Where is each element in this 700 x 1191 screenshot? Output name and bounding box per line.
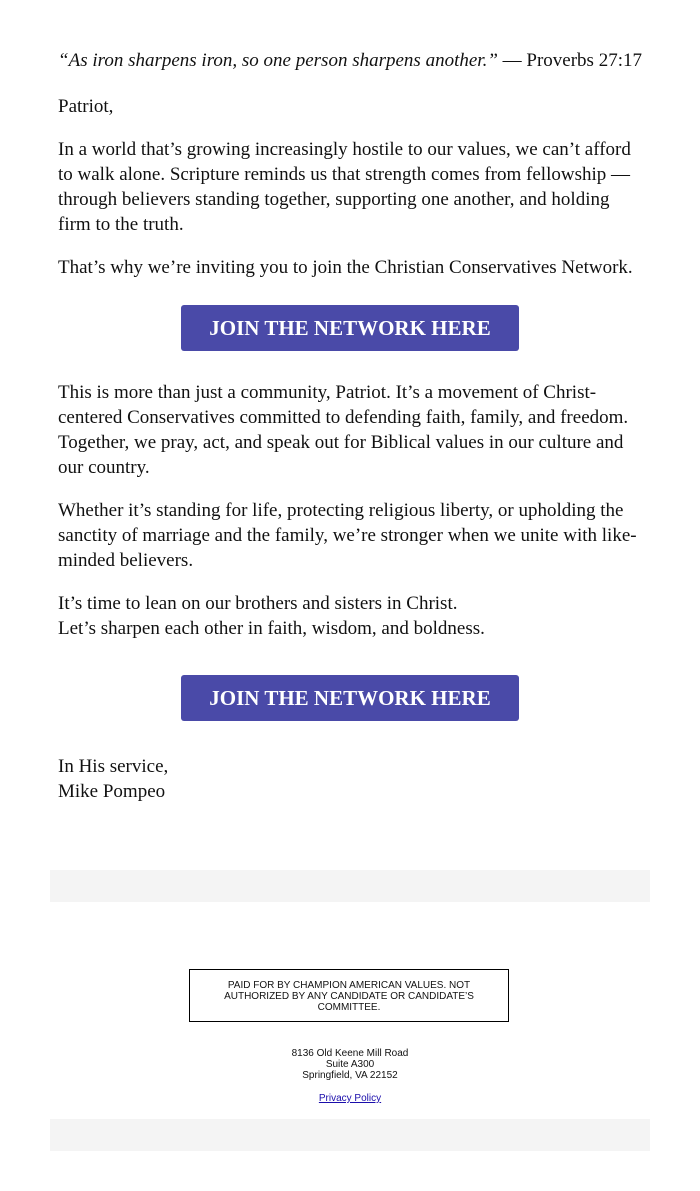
cta-wrapper-bottom bbox=[58, 675, 642, 721]
footer-divider-top bbox=[50, 870, 650, 902]
privacy-wrapper bbox=[50, 1093, 650, 1104]
quote-text: “As iron sharpens iron, so one person sharpens another.” bbox=[58, 50, 498, 71]
closing-line-2: Let’s sharpen each other in faith, wisdom, and boldness. bbox=[58, 618, 485, 639]
signoff-closing: In His service, bbox=[58, 756, 169, 777]
footer-divider-bottom bbox=[50, 1119, 650, 1151]
mailing-address bbox=[50, 1048, 650, 1081]
email-container bbox=[50, 0, 650, 1104]
signoff bbox=[58, 754, 642, 804]
address-line-3: Springfield, VA 22152 bbox=[302, 1070, 398, 1081]
quote-attribution: — Proverbs 27:17 bbox=[502, 50, 642, 71]
paragraph-movement: This is more than just a community, Patriot. It’s a movement of Christ-centered Conservatives committed to defending faith, family, and freedom. Together, we pray, act, and speak out for Biblical values in our culture and our country. bbox=[58, 382, 629, 478]
signoff-name: Mike Pompeo bbox=[58, 781, 166, 802]
greeting: Patriot, bbox=[58, 96, 114, 117]
privacy-policy-link[interactable]: Privacy Policy bbox=[318, 1093, 382, 1104]
paid-for-disclaimer: PAID FOR BY CHAMPION AMERICAN VALUES. NOT AUTHORIZED BY ANY CANDIDATE OR CANDIDATE’S COMMITTEE. bbox=[189, 969, 509, 1022]
closing-line-1: It’s time to lean on our brothers and sisters in Christ. bbox=[58, 593, 458, 614]
address-line-1: 8136 Old Keene Mill Road bbox=[291, 1048, 409, 1059]
cta-wrapper-top bbox=[58, 305, 642, 351]
join-network-button-top[interactable]: JOIN THE NETWORK HERE bbox=[181, 305, 519, 351]
paragraph-closing bbox=[58, 591, 642, 641]
email-body bbox=[50, 48, 650, 804]
address-line-2: Suite A300 bbox=[325, 1059, 375, 1070]
paragraph-intro: In a world that’s growing increasingly hostile to our values, we can’t afford to walk alone. Scripture reminds us that strength comes from fellowship — through believers standing together, supporting one another, and holding firm to the truth. bbox=[58, 139, 631, 235]
paragraph-values: Whether it’s standing for life, protecting religious liberty, or upholding the sanctity of marriage and the family, we’re stronger when we unite with like-minded believers. bbox=[58, 500, 637, 571]
join-network-button-bottom[interactable]: JOIN THE NETWORK HERE bbox=[181, 675, 519, 721]
scripture-quote bbox=[58, 48, 642, 73]
paragraph-invite: That’s why we’re inviting you to join the Christian Conservatives Network. bbox=[58, 257, 633, 278]
